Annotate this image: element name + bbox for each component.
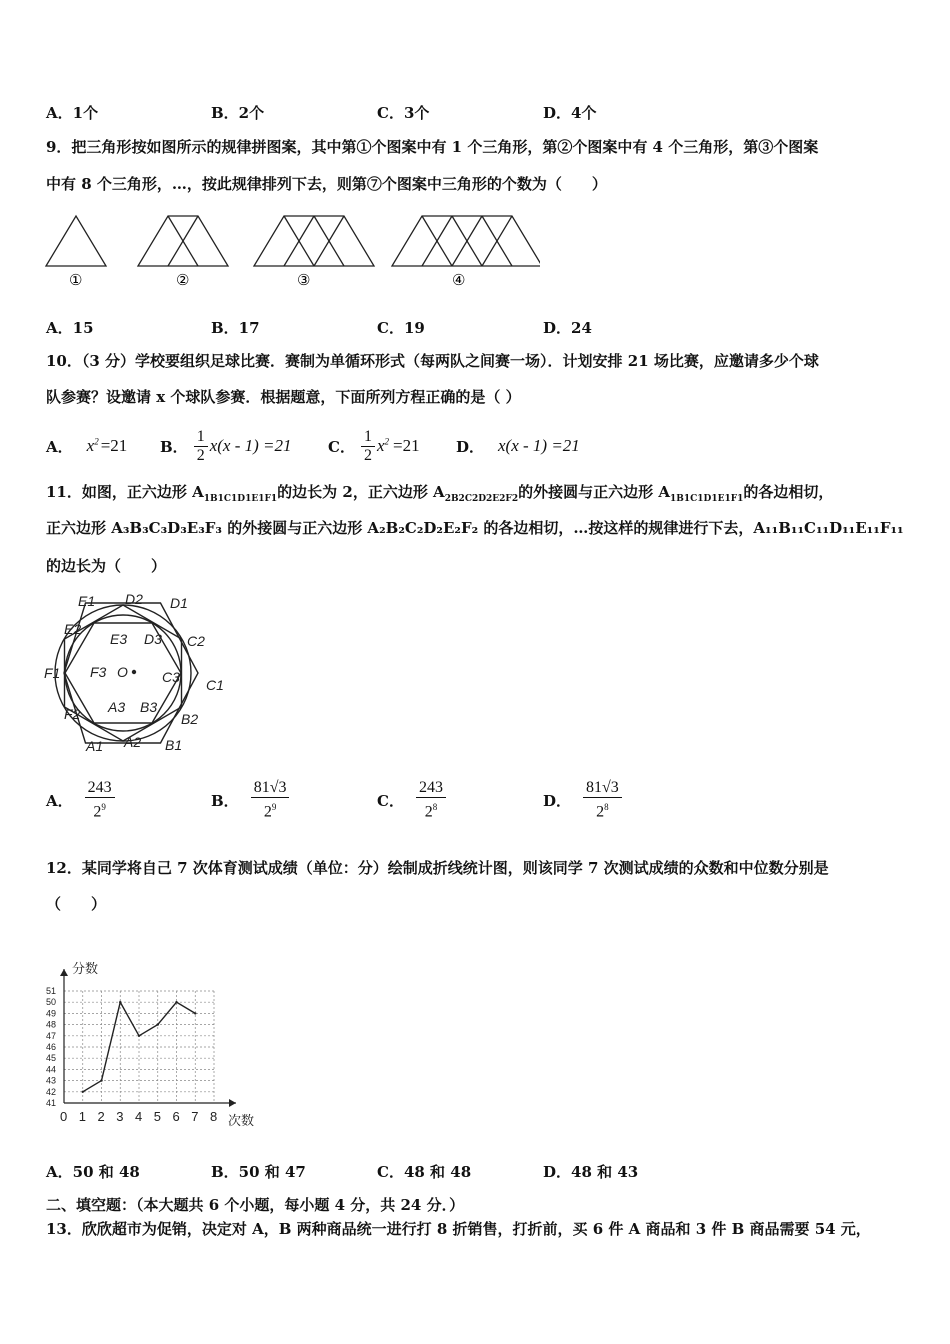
y-tick-label: 51 (46, 986, 57, 996)
q12-option-a: A．50 和 48 (46, 1163, 140, 1181)
q11-option-a-label: A． (46, 791, 73, 810)
q11-option-d-den-base: 2 (596, 803, 605, 821)
q10-option-b-label: B． (160, 437, 188, 456)
q10-text-line1: 10．（3 分）学校要组织足球比赛．赛制为单循环形式（每两队之间赛一场）．计划安排 21 场比赛，应邀请多少个球 (46, 352, 819, 370)
q10-option-b-frac-num: 1 (194, 428, 208, 447)
q11-line1-part-a: 11．如图，正六边形 A (46, 483, 204, 501)
q11-option-b (211, 776, 289, 824)
q10-option-c-base: x (376, 436, 385, 455)
q9-option-b: B．17 (211, 319, 260, 337)
q11-line1-part-d: 的各边相切， (743, 483, 834, 501)
pattern-3-label: ③ (297, 272, 311, 289)
x-axis-label: 次数 (228, 1113, 255, 1128)
label-a3: A3 (108, 699, 126, 715)
q12-option-b: B．50 和 47 (211, 1163, 306, 1181)
x-tick-label: 8 (210, 1109, 218, 1124)
triangle-pattern-3 (254, 216, 374, 266)
q9-text-line2: 中有 8 个三角形，…，按此规律排列下去，则第⑦个图案中三角形的个数为（ ） (46, 175, 607, 193)
q11-option-d (543, 776, 622, 824)
y-tick-label: 43 (46, 1075, 57, 1086)
q11-option-b-label: B． (211, 791, 239, 810)
data-point (138, 1035, 140, 1037)
q10-option-a-rhs: =21 (100, 436, 128, 455)
y-tick-label: 49 (46, 1008, 57, 1019)
q10-option-b-frac-den: 2 (196, 446, 205, 464)
y-tick-label: 45 (46, 1053, 57, 1064)
data-point (194, 1012, 196, 1014)
q8-option-d: D．4个 (543, 104, 597, 122)
q11-text-line2: 正六边形 A₃B₃C₃D₃E₃F₃ 的外接圆与正六边形 A₂B₂C₂D₂E₂F₂ 的各边相切，…按这样的规律进行下去，A₁₁B₁₁C₁₁D₁₁E₁₁F₁₁ (46, 519, 904, 537)
q10-option-a-base: x (86, 436, 95, 455)
label-e3: E3 (110, 631, 128, 647)
label-d1: D1 (170, 595, 188, 611)
q11-text-line1 (46, 482, 833, 509)
q8-option-c: C．3个 (377, 104, 430, 122)
q10-option-c-frac-num: 1 (361, 428, 375, 447)
q11-option-c-den-base: 2 (424, 803, 433, 821)
y-axis-label: 分数 (72, 961, 99, 976)
q9-option-c: C．19 (377, 319, 425, 337)
x-tick-label: 5 (153, 1109, 161, 1124)
q11-option-c (377, 776, 446, 824)
y-axis-arrow (60, 969, 68, 976)
q10-option-d (456, 424, 580, 468)
q11-option-b-den-exp: 9 (271, 801, 277, 812)
x-tick-label: 2 (97, 1109, 105, 1124)
label-b3: B3 (140, 699, 158, 715)
data-point (157, 1023, 159, 1025)
q10-option-c-label: C． (328, 437, 355, 456)
q11-option-c-label: C． (377, 791, 404, 810)
x-tick-label: 7 (191, 1109, 199, 1124)
q11-line1-hex1-repeat: 1B1C1D1E1F1 (669, 494, 744, 504)
label-c2: C2 (187, 633, 205, 649)
label-a2: A2 (124, 734, 142, 750)
q12-option-c: C．48 和 48 (377, 1163, 472, 1181)
q11-option-a-den-base: 2 (93, 803, 102, 821)
q10-option-a-exp: 2 (94, 436, 99, 447)
data-point (100, 1079, 102, 1081)
q10-option-c-exp: 2 (384, 436, 389, 447)
q11-text-line3: 的边长为（ ） (46, 557, 167, 575)
y-tick-label: 46 (46, 1042, 57, 1052)
label-b2: B2 (181, 711, 199, 727)
q8-option-b: B．2个 (211, 104, 265, 122)
data-point (119, 1001, 121, 1003)
q11-hexagon-figure (40, 588, 225, 756)
triangle-pattern-4 (392, 216, 540, 266)
y-tick-label: 41 (46, 1098, 57, 1108)
label-f3: F3 (90, 664, 107, 680)
label-o: O (117, 664, 128, 680)
q9-option-d: D．24 (543, 319, 592, 337)
q9-option-a: A．15 (46, 319, 94, 337)
q12-text-line1: 12．某同学将自己 7 次体育测试成绩（单位：分）绘制成折线统计图，则该同学 7 次测试成绩的众数和中位数分别是 (46, 859, 829, 877)
x-tick-label: 3 (116, 1109, 124, 1124)
y-tick-label: 47 (46, 1030, 57, 1041)
q11-option-a-den-exp: 9 (101, 801, 106, 812)
triangle-pattern-1 (46, 216, 106, 266)
label-d2: D2 (125, 591, 143, 607)
data-point (175, 1001, 177, 1003)
q10-option-c (328, 424, 420, 468)
q10-option-b (160, 424, 291, 468)
q11-line1-hex2: 2B2C2D2E2F2 (444, 494, 519, 504)
x-tick-label: 1 (78, 1109, 86, 1124)
q11-option-d-num: 81√3 (583, 779, 622, 798)
q9-triangle-figure (40, 210, 540, 295)
x-axis-arrow (229, 1099, 236, 1107)
q11-option-d-den-exp: 8 (604, 801, 609, 812)
q11-option-a (46, 776, 115, 824)
q11-option-a-num: 243 (85, 779, 115, 798)
data-point (82, 1091, 84, 1093)
center-dot (132, 670, 136, 674)
label-c1: C1 (206, 677, 224, 693)
label-e1: E1 (78, 593, 96, 609)
pattern-4-label: ④ (452, 272, 466, 289)
q11-option-c-den-exp: 8 (432, 801, 438, 812)
q10-option-a (46, 424, 127, 468)
triangle-pattern-2 (138, 216, 228, 266)
label-e2: E2 (64, 621, 82, 637)
q13-text-line1: 13．欣欣超市为促销，决定对 A，B 两种商品统一进行打 8 折销售，打折前，买 6 件 A 商品和 3 件 B 商品需要 54 元， (46, 1220, 871, 1238)
q11-option-d-label: D． (543, 791, 572, 810)
y-tick-label: 48 (46, 1019, 57, 1030)
q11-option-c-num: 243 (416, 779, 446, 798)
q12-text-line2: （ ） (46, 895, 107, 913)
q11-line1-part-c: 的外接圆与正六边形 A (518, 483, 670, 501)
q10-option-c-frac-den: 2 (363, 446, 372, 464)
label-f1: F1 (44, 665, 61, 681)
q10-option-d-label: D． (456, 437, 485, 456)
label-a1: A1 (86, 738, 104, 754)
q10-text-line2: 队参赛？设邀请 x 个球队参赛．根据题意，下面所列方程正确的是（ ） (46, 388, 521, 406)
x-tick-label: 0 (60, 1109, 68, 1124)
q11-line1-hex1: 1B1C1D1E1F1 (203, 494, 278, 504)
pattern-1-label: ① (69, 272, 83, 289)
label-f2: F2 (64, 706, 81, 722)
x-tick-label: 4 (135, 1109, 143, 1124)
q11-option-b-num: 81√3 (251, 779, 290, 798)
y-tick-label: 42 (46, 1086, 57, 1097)
label-b1: B1 (165, 737, 183, 753)
label-d3: D3 (144, 631, 162, 647)
q10-option-c-rhs: =21 (393, 436, 420, 455)
label-c3: C3 (162, 669, 180, 685)
pattern-2-label: ② (176, 272, 190, 289)
y-tick-label: 50 (46, 997, 57, 1008)
q10-option-d-expr: x(x - 1) =21 (498, 436, 580, 455)
q11-line1-part-b: 的边长为 2，正六边形 A (277, 483, 445, 501)
q10-option-b-expr: x(x - 1) =21 (209, 436, 292, 455)
q10-option-a-label: A． (46, 437, 73, 456)
q8-option-a: A．1个 (46, 104, 99, 122)
section-2-title: 二、填空题：（本大题共 6 个小题，每小题 4 分，共 24 分．） (46, 1196, 465, 1214)
q12-line-chart (44, 930, 269, 1142)
q11-option-b-den-base: 2 (263, 803, 272, 821)
q9-text-line1: 9．把三角形按如图所示的规律拼图案，其中第①个图案中有 1 个三角形，第②个图案中有 4 个三角形，第③个图案 (46, 138, 819, 156)
y-tick-label: 44 (46, 1064, 57, 1075)
q12-option-d: D．48 和 43 (543, 1163, 639, 1181)
x-tick-label: 6 (172, 1109, 180, 1124)
